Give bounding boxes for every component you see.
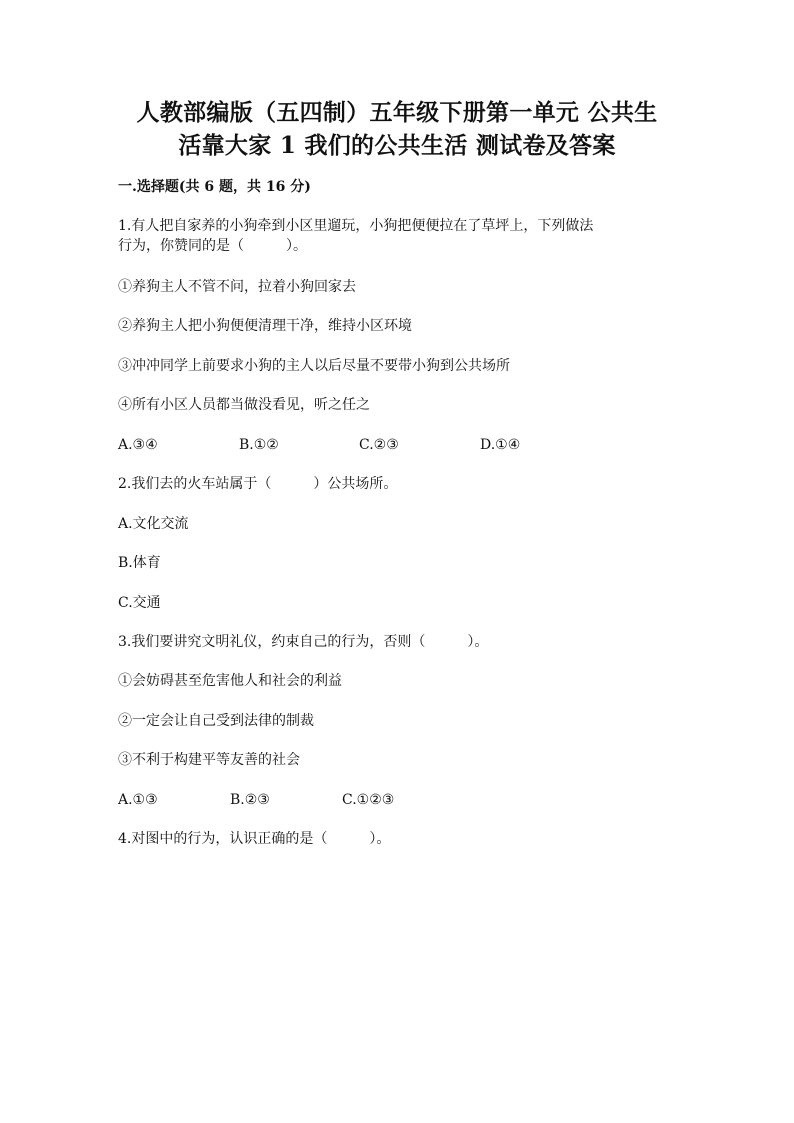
question-1-option-b[interactable]: B.①②	[239, 437, 279, 453]
question-1-statement-2: ②养狗主人把小狗便便清理干净，维持小区环境	[118, 318, 412, 334]
question-3-option-c[interactable]: C.①②③	[342, 792, 395, 808]
question-2-option-a[interactable]: A.文化交流	[118, 516, 189, 532]
question-1-option-a[interactable]: A.③④	[118, 437, 158, 453]
question-3-option-a[interactable]: A.①③	[118, 792, 158, 808]
question-3-statement-2: ②一定会让自己受到法律的制裁	[118, 713, 314, 729]
section-heading: 一.选择题(共 6 题，共 16 分)	[118, 179, 311, 195]
question-2-option-c[interactable]: C.交通	[118, 595, 161, 611]
question-3-statement-3: ③不利于构建平等友善的社会	[118, 752, 300, 768]
question-4-stem: 4.对图中的行为，认识正确的是（ ）。	[118, 831, 391, 847]
question-3-statement-1: ①会妨碍甚至危害他人和社会的利益	[118, 673, 342, 689]
question-1-stem-line-2: 行为，你赞同的是（ ）。	[118, 238, 307, 254]
question-2-option-b[interactable]: B.体育	[118, 555, 161, 571]
question-1-option-d[interactable]: D.①④	[480, 437, 521, 453]
question-1-stem-line-1: 1.有人把自家养的小狗牵到小区里遛玩，小狗把便便拉在了草坪上，下列做法	[118, 218, 594, 234]
title-line-1: 人教部编版（五四制）五年级下册第一单元 公共生	[136, 99, 658, 126]
title-line-2: 活靠大家 1 我们的公共生活 测试卷及答案	[178, 132, 616, 159]
question-2-stem: 2.我们去的火车站属于（ ）公共场所。	[118, 476, 398, 492]
question-1-statement-4: ④所有小区人员都当做没看见，听之任之	[118, 397, 370, 413]
question-1-statement-1: ①养狗主人不管不问，拉着小狗回家去	[118, 279, 356, 295]
question-1-statement-3: ③冲冲同学上前要求小狗的主人以后尽量不要带小狗到公共场所	[118, 358, 510, 374]
document-title	[100, 96, 694, 162]
question-1-option-c[interactable]: C.②③	[359, 437, 399, 453]
question-3-option-b[interactable]: B.②③	[230, 792, 270, 808]
question-3-stem: 3.我们要讲究文明礼仪，约束自己的行为，否则（ ）。	[118, 634, 489, 650]
